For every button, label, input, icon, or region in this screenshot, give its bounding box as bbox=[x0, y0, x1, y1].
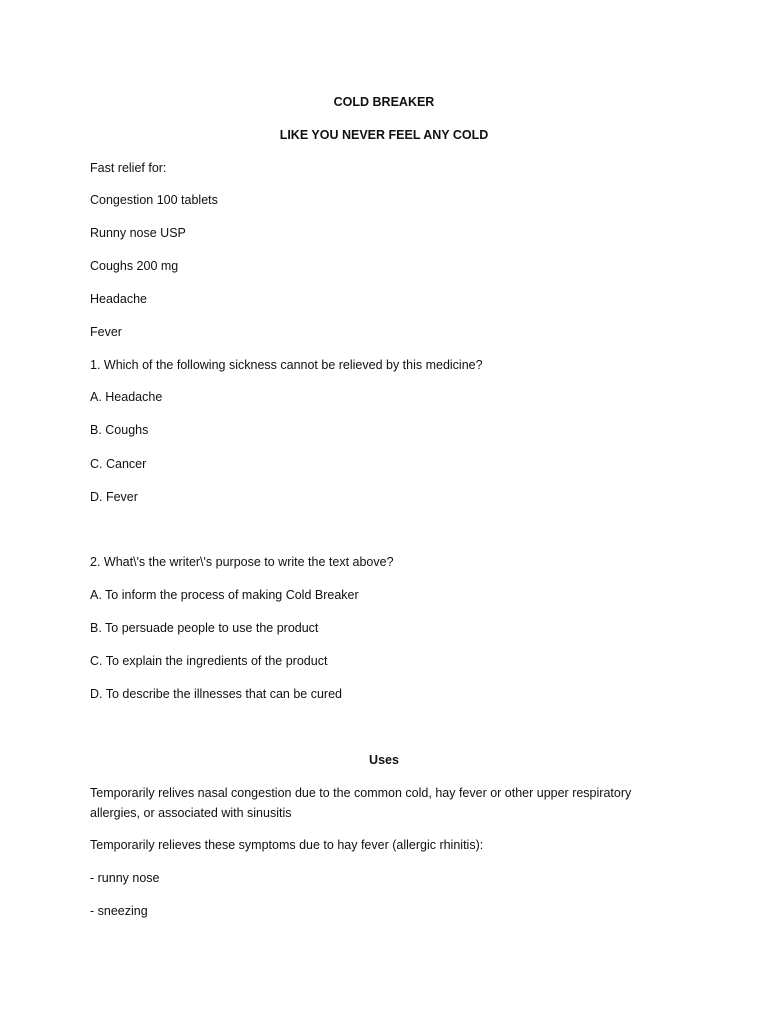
uses-paragraph-1: Temporarily relives nasal congestion due to the common cold, hay fever or other upper respiratory allergies, or associated with sinusitis bbox=[90, 786, 632, 820]
question-1-option-a: A. Headache bbox=[90, 390, 163, 404]
question-2-option-b: B. To persuade people to use the product bbox=[90, 621, 319, 635]
question-2-option-c: C. To explain the ingredients of the product bbox=[90, 654, 328, 668]
question-1-option-c: C. Cancer bbox=[90, 457, 147, 471]
relief-item: Runny nose USP bbox=[90, 226, 186, 240]
question-1-option-d: D. Fever bbox=[90, 490, 138, 504]
relief-item: Coughs 200 mg bbox=[90, 259, 179, 273]
relief-item: Congestion 100 tablets bbox=[90, 193, 218, 207]
question-2-text: 2. What\'s the writer\'s purpose to write the text above? bbox=[90, 555, 394, 569]
uses-heading: Uses bbox=[369, 753, 399, 767]
document-subtitle: LIKE YOU NEVER FEEL ANY COLD bbox=[279, 128, 489, 142]
relief-item: Fever bbox=[90, 325, 122, 339]
uses-paragraph-2: Temporarily relieves these symptoms due to hay fever (allergic rhinitis): bbox=[90, 838, 484, 852]
question-2-option-a: A. To inform the process of making Cold Breaker bbox=[90, 588, 359, 602]
question-2-option-d: D. To describe the illnesses that can be cured bbox=[90, 687, 342, 701]
intro-text: Fast relief for: bbox=[90, 161, 167, 175]
document-title: COLD BREAKER bbox=[333, 95, 435, 109]
symptom-item: - sneezing bbox=[90, 904, 148, 918]
symptom-item: - runny nose bbox=[90, 871, 160, 885]
question-1-text: 1. Which of the following sickness cannot be relieved by this medicine? bbox=[90, 358, 483, 372]
question-1-option-b: B. Coughs bbox=[90, 423, 149, 437]
relief-item: Headache bbox=[90, 292, 147, 306]
